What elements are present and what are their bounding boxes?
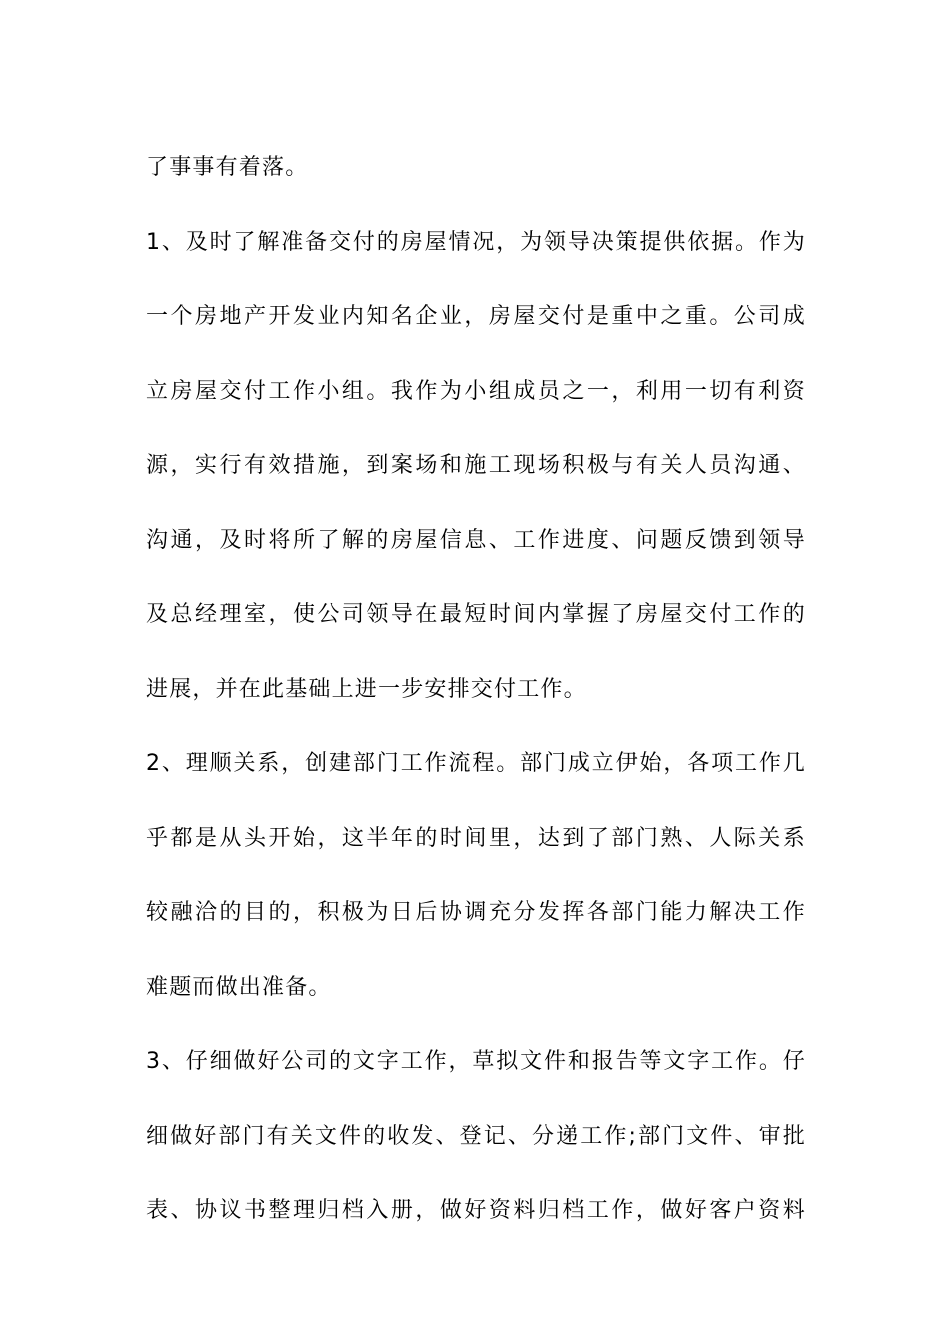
text-line: 及总经理室，使公司领导在最短时间内掌握了房屋交付工作的 — [146, 602, 806, 627]
text-line: 2、理顺关系，创建部门工作流程。部门成立伊始，各项工作几 — [146, 751, 806, 776]
text-line: 了事事有着落。 — [146, 155, 309, 180]
text-line: 乎都是从头开始，这半年的时间里，达到了部门熟、人际关系 — [146, 825, 806, 851]
text-line: 立房屋交付工作小组。我作为小组成员之一，利用一切有利资 — [146, 378, 806, 404]
text-line: 一个房地产开发业内知名企业，房屋交付是重中之重。公司成 — [146, 304, 806, 329]
text-line: 细做好部门有关文件的收发、登记、分递工作;部门文件、审批 — [146, 1123, 806, 1149]
text-line: 源，实行有效措施，到案场和施工现场积极与有关人员沟通、 — [146, 453, 806, 478]
text-line: 进展，并在此基础上进一步安排交付工作。 — [146, 676, 587, 702]
text-line: 表、协议书整理归档入册，做好资料归档工作，做好客户资料 — [146, 1198, 806, 1223]
text-line: 3、仔细做好公司的文字工作，草拟文件和报告等文字工作。仔 — [146, 1049, 806, 1074]
text-line: 较融洽的目的，积极为日后协调充分发挥各部门能力解决工作 — [146, 900, 806, 925]
document-body — [146, 131, 806, 1249]
text-line: 沟通，及时将所了解的房屋信息、工作进度、问题反馈到领导 — [146, 527, 806, 553]
text-line: 难题而做出准备。 — [146, 974, 332, 1000]
text-line: 1、及时了解准备交付的房屋情况，为领导决策提供依据。作为 — [146, 229, 806, 255]
